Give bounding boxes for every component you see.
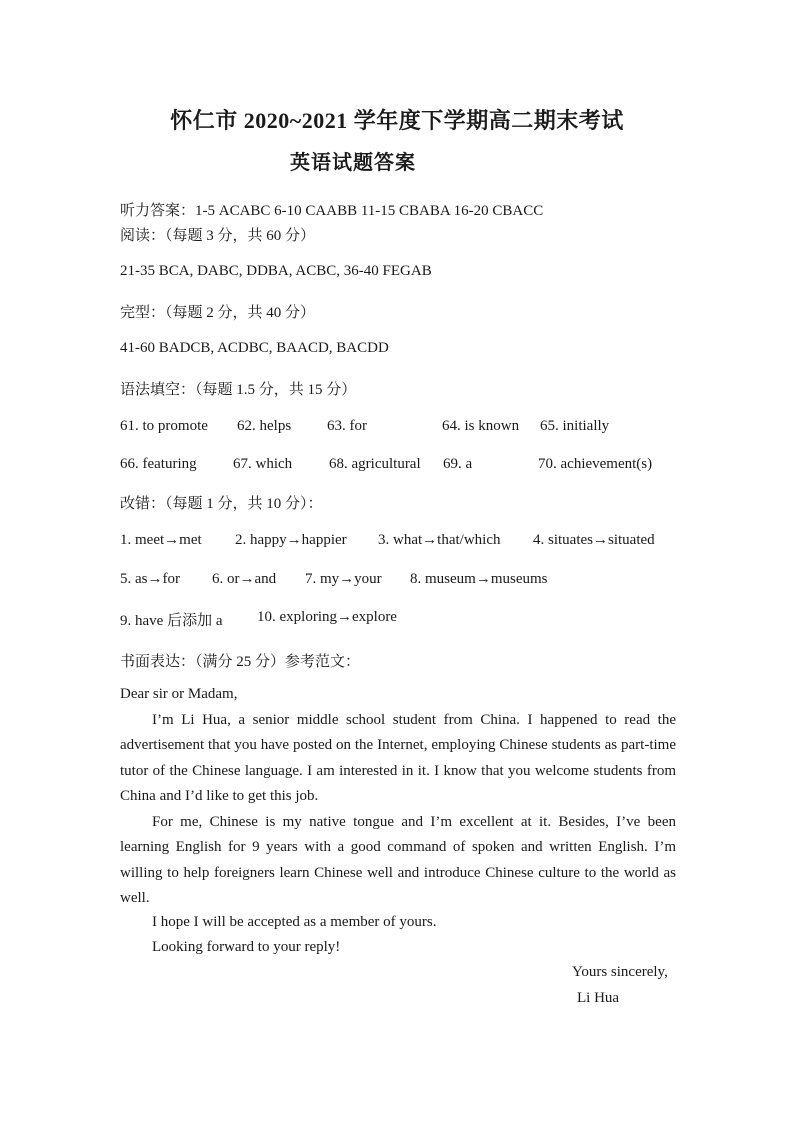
grammar-item: 67. which [233, 456, 293, 472]
grammar-item: 69. a [443, 456, 473, 472]
listening-answers: 听力答案：1-5 ACABC 6-10 CAABB 11-15 CBABA 16-20 CBACC [120, 203, 544, 219]
correction-item: 7. my→your [305, 571, 382, 587]
correction-item: 8. museum→museums [410, 571, 548, 587]
grammar-item: 63. for [327, 418, 367, 434]
exam-subtitle: 英语试题答案 [290, 152, 416, 174]
correction-item: 4. situates→situated [533, 532, 655, 548]
letter-paragraph-1: I’m Li Hua, a senior middle school student from China. I happened to read the advertisement that you have posted on the Internet, employing Chinese students as part-time tutor of the Chinese language. I am interested in it. I know that you welcome students from China and I’d like to get this job. [120, 712, 676, 805]
letter-paragraph-4: Looking forward to your reply! [152, 939, 341, 955]
grammar-item: 62. helps [237, 418, 292, 434]
letter-signature: Li Hua [577, 990, 620, 1006]
writing-heading: 书面表达：（满分 25 分）参考范文： [120, 654, 361, 670]
correction-item: 1. meet→met [120, 532, 202, 548]
cloze-answers: 41-60 BADCB, ACDBC, BAACD, BACDD [120, 340, 389, 356]
correction-item: 5. as→for [120, 571, 180, 587]
reading-heading: 阅读：（每题 3 分，共 60 分） [120, 228, 316, 244]
correction-item: 3. what→that/which [378, 532, 501, 548]
correction-item: 2. happy→happier [235, 532, 347, 548]
letter-paragraph-3: I hope I will be accepted as a member of yours. [152, 914, 437, 930]
grammar-item: 66. featuring [120, 456, 197, 472]
grammar-item: 68. agricultural [329, 456, 421, 472]
letter-closing: Yours sincerely, [572, 964, 668, 980]
exam-title: 怀仁市 2020~2021 学年度下学期高二期末考试 [170, 108, 624, 133]
correction-heading: 改错：（每题 1 分，共 10 分）： [120, 496, 323, 512]
grammar-item: 65. initially [540, 418, 610, 434]
reading-answers: 21-35 BCA, DABC, DDBA, ACBC, 36-40 FEGAB [120, 263, 432, 279]
grammar-item: 64. is known [442, 418, 520, 434]
letter-salutation: Dear sir or Madam, [120, 686, 238, 702]
grammar-heading: 语法填空：（每题 1.5 分，共 15 分） [120, 382, 357, 398]
correction-item: 6. or→and [212, 571, 277, 587]
letter-paragraph-2: For me, Chinese is my native tongue and I’m excellent at it. Besides, I’ve been learning English for 9 years with a good command of spoken and written English. I’m willing to help foreigners learn Chinese well and introduce Chinese culture to the world as well. [120, 814, 676, 907]
correction-item: 10. exploring→explore [257, 609, 397, 625]
grammar-item: 61. to promote [120, 418, 208, 434]
cloze-heading: 完型：（每题 2 分，共 40 分） [120, 305, 316, 321]
correction-item: 9. have 后添加 a [120, 613, 223, 629]
grammar-item: 70. achievement(s) [538, 456, 653, 472]
